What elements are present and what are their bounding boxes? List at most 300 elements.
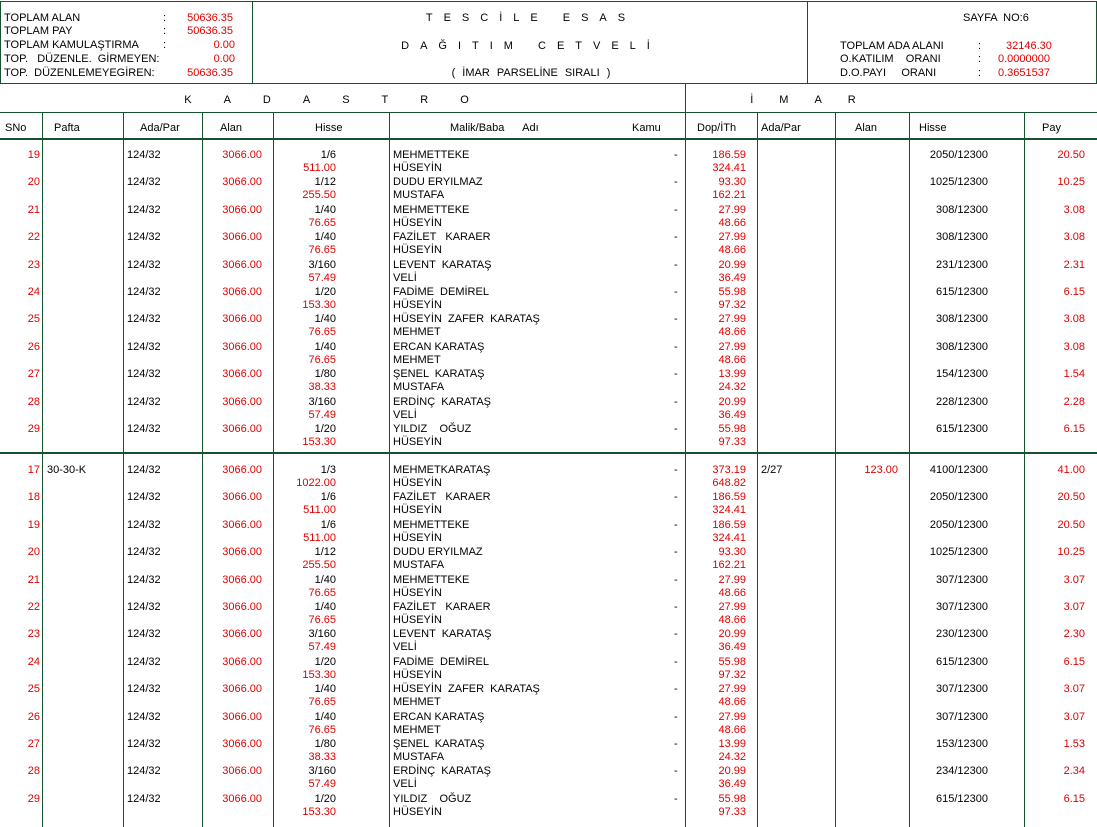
cell-hisse-alan: 76.65 — [308, 586, 336, 599]
table-row — [0, 149, 1097, 176]
cell-alan: 3066.00 — [222, 340, 262, 353]
cell-baba: MUSTAFA — [393, 189, 445, 202]
cell-malik: LEVENT KARATAŞ — [393, 258, 492, 271]
cell-dop: 27.99 — [718, 573, 746, 586]
info-colon: : — [978, 53, 982, 65]
info-label: O.KATILIM ORANI — [840, 53, 941, 65]
column-header-imar-alan: Alan — [855, 122, 878, 134]
cell-malik: LEVENT KARATAŞ — [393, 628, 492, 641]
column-header-malik: Malik/Baba Adı — [450, 122, 539, 134]
cell-alan: 3066.00 — [222, 573, 262, 586]
info-colon: : — [978, 40, 982, 52]
cell-adapar: 124/32 — [127, 149, 161, 161]
cell-kamu: - — [674, 738, 678, 750]
cell-sno: 22 — [27, 231, 40, 244]
cell-i-hisse: 308/12300 — [936, 203, 988, 216]
cell-pay: 20.50 — [1057, 518, 1085, 531]
cell-baba: HÜSEYİN — [393, 436, 442, 448]
table-row — [0, 396, 1097, 423]
table-row — [0, 656, 1097, 683]
cell-malik: MEHMETTEKE — [393, 149, 470, 161]
cell-adapar: 124/32 — [127, 573, 161, 586]
cell-i-hisse: 4100/12300 — [929, 464, 988, 476]
cell-ith: 97.33 — [718, 436, 746, 448]
cell-kamu: - — [674, 313, 678, 326]
cell-alan: 3066.00 — [222, 203, 262, 216]
cell-adapar: 124/32 — [127, 286, 161, 298]
cell-sno: 19 — [27, 149, 40, 161]
cell-i-hisse: 307/12300 — [936, 710, 988, 723]
table-row — [0, 628, 1097, 655]
cell-pay: 3.08 — [1063, 231, 1085, 244]
cell-baba: MUSTAFA — [393, 559, 445, 572]
cell-dop: 55.98 — [718, 286, 746, 298]
cell-sno: 26 — [27, 340, 40, 353]
summary-value: 50636.35 — [187, 67, 233, 79]
cell-dop: 55.98 — [718, 655, 746, 668]
cell-hisse: 1/40 — [314, 710, 336, 723]
cell-hisse-alan: 57.49 — [308, 778, 336, 791]
cell-hisse-alan: 76.65 — [308, 614, 336, 626]
cell-alan: 3066.00 — [222, 176, 262, 189]
cell-ith: 48.66 — [718, 614, 746, 626]
cell-dop: 20.99 — [718, 765, 746, 778]
cell-ith: 24.32 — [718, 381, 746, 394]
cell-adapar: 124/32 — [127, 710, 161, 723]
cell-i-hisse: 1025/12300 — [929, 176, 988, 189]
cell-pay: 6.15 — [1063, 655, 1085, 668]
table-row — [0, 286, 1097, 313]
cell-malik: ERDİNÇ KARATAŞ — [393, 395, 491, 408]
cell-adapar: 124/32 — [127, 313, 161, 326]
cell-malik: DUDU ERYILMAZ — [393, 546, 483, 559]
cell-ith: 97.33 — [718, 805, 746, 818]
column-header-pafta: Pafta — [54, 122, 80, 134]
cell-kamu: - — [674, 683, 678, 696]
column-header-kamu: Kamu — [632, 122, 661, 134]
cell-ith: 24.32 — [718, 751, 746, 763]
cell-dop: 93.30 — [718, 546, 746, 559]
cell-ith: 162.21 — [712, 189, 746, 202]
cell-dop: 13.99 — [718, 738, 746, 750]
cell-dop: 27.99 — [718, 203, 746, 216]
cell-sno: 20 — [27, 546, 40, 559]
header-bottom-rule — [0, 138, 1097, 140]
cell-sno: 27 — [27, 368, 40, 381]
cell-ith: 36.49 — [718, 271, 746, 284]
cell-malik: MEHMETTEKE — [393, 518, 470, 531]
cell-ith: 48.66 — [718, 723, 746, 736]
cell-hisse: 3/160 — [308, 765, 336, 778]
cell-i-hisse: 234/12300 — [936, 765, 988, 778]
cell-sno: 24 — [27, 655, 40, 668]
cell-hisse: 1/40 — [314, 203, 336, 216]
cell-hisse: 1/3 — [320, 464, 336, 476]
cell-alan: 3066.00 — [222, 286, 262, 298]
cell-baba: MEHMET — [393, 696, 441, 709]
summary-colon: : — [163, 12, 167, 24]
summary-value: 0.00 — [213, 39, 235, 51]
summary-label: TOPLAM ALAN — [4, 12, 81, 24]
cell-kamu: - — [674, 464, 678, 476]
cell-baba: HÜSEYİN — [393, 668, 442, 681]
cell-ith: 48.66 — [718, 353, 746, 366]
cell-hisse-alan: 76.65 — [308, 244, 336, 257]
page-number: SAYFA NO:6 — [963, 12, 1029, 24]
cell-pay: 6.15 — [1063, 286, 1085, 298]
table-row — [0, 546, 1097, 573]
cell-kamu: - — [674, 203, 678, 216]
group-separator — [0, 452, 1097, 454]
cell-dop: 186.59 — [712, 518, 746, 531]
cell-baba: HÜSEYİN — [393, 477, 442, 489]
cell-baba: HÜSEYİN — [393, 805, 442, 818]
cell-alan: 3066.00 — [222, 683, 262, 696]
column-header-alan: Alan — [220, 122, 243, 134]
cell-baba: VELİ — [393, 408, 417, 421]
info-label: TOPLAM ADA ALANI — [840, 40, 944, 52]
cell-i-hisse: 2050/12300 — [929, 149, 988, 161]
cell-ith: 36.49 — [718, 778, 746, 791]
cell-kamu: - — [674, 340, 678, 353]
info-colon: : — [978, 67, 982, 79]
cell-i-hisse: 308/12300 — [936, 231, 988, 244]
cell-sno: 29 — [27, 792, 40, 805]
cell-hisse-alan: 57.49 — [308, 408, 336, 421]
cell-i-adapar: 2/27 — [761, 464, 783, 476]
cell-sno: 20 — [27, 176, 40, 189]
cell-hisse-alan: 153.30 — [302, 805, 336, 818]
cell-kamu: - — [674, 231, 678, 244]
cell-hisse: 1/40 — [314, 683, 336, 696]
table-row — [0, 464, 1097, 491]
cell-ith: 48.66 — [718, 244, 746, 257]
cell-hisse: 1/12 — [314, 176, 336, 189]
table-row — [0, 423, 1097, 450]
cell-pay: 3.07 — [1063, 710, 1085, 723]
cell-malik: FAZİLET KARAER — [393, 491, 491, 504]
cell-malik: FAZİLET KARAER — [393, 601, 491, 613]
table-row — [0, 491, 1097, 518]
cell-adapar: 124/32 — [127, 518, 161, 531]
cell-pay: 41.00 — [1057, 464, 1085, 476]
cell-baba: VELİ — [393, 641, 417, 654]
cell-alan: 3066.00 — [222, 738, 262, 750]
cell-i-hisse: 307/12300 — [936, 683, 988, 696]
cell-malik: YILDIZ OĞUZ — [393, 792, 472, 805]
info-label: D.O.PAYI ORANI — [840, 67, 937, 79]
column-header-sno: SNo — [5, 122, 27, 134]
cell-ith: 48.66 — [718, 326, 746, 339]
cell-hisse-alan: 255.50 — [302, 559, 336, 572]
cell-pay: 2.34 — [1063, 765, 1085, 778]
cell-adapar: 124/32 — [127, 176, 161, 189]
cell-alan: 3066.00 — [222, 601, 262, 613]
summary-label: TOP. DÜZENLEMEYEGİREN: — [4, 67, 155, 79]
cell-baba: HÜSEYİN — [393, 531, 442, 544]
column-header-adapar: Ada/Par — [140, 122, 180, 134]
cell-ith: 324.41 — [712, 504, 746, 517]
cell-sno: 17 — [27, 464, 40, 476]
cell-dop: 20.99 — [718, 395, 746, 408]
cell-kamu: - — [674, 792, 678, 805]
cell-hisse: 3/160 — [308, 628, 336, 641]
cell-i-hisse: 230/12300 — [936, 628, 988, 641]
cell-i-hisse: 615/12300 — [936, 286, 988, 298]
cell-adapar: 124/32 — [127, 628, 161, 641]
column-header-dop: Dop/İTh — [697, 122, 737, 134]
cell-dop: 20.99 — [718, 628, 746, 641]
section-divider — [0, 112, 1097, 113]
column-header-hisse: Hisse — [315, 122, 343, 134]
table-row — [0, 313, 1097, 340]
sort-note: ( İMAR PARSELİNE SIRALI ) — [451, 67, 611, 79]
column-header-pay: Pay — [1042, 122, 1061, 134]
cell-hisse-alan: 76.65 — [308, 326, 336, 339]
table-row — [0, 601, 1097, 628]
table-row — [0, 519, 1097, 546]
cell-baba: HÜSEYİN — [393, 244, 442, 257]
cell-hisse: 1/20 — [314, 655, 336, 668]
cell-hisse: 1/40 — [314, 601, 336, 613]
cell-alan: 3066.00 — [222, 149, 262, 161]
cell-alan: 3066.00 — [222, 231, 262, 244]
cell-alan: 3066.00 — [222, 368, 262, 381]
cell-malik: MEHMETTEKE — [393, 203, 470, 216]
cell-alan: 3066.00 — [222, 792, 262, 805]
cell-baba: HÜSEYİN — [393, 162, 442, 174]
cell-i-hisse: 228/12300 — [936, 395, 988, 408]
cell-adapar: 124/32 — [127, 683, 161, 696]
table-row — [0, 259, 1097, 286]
section-kadastro: KADASTRO — [184, 94, 501, 106]
table-row — [0, 368, 1097, 395]
cell-pay: 2.30 — [1063, 628, 1085, 641]
cell-adapar: 124/32 — [127, 765, 161, 778]
cell-sno: 23 — [27, 628, 40, 641]
cell-i-hisse: 615/12300 — [936, 792, 988, 805]
table-row — [0, 341, 1097, 368]
cell-hisse-alan: 511.00 — [303, 531, 336, 544]
cell-i-hisse: 615/12300 — [936, 655, 988, 668]
cell-pay: 1.54 — [1063, 368, 1085, 381]
cell-malik: ERDİNÇ KARATAŞ — [393, 765, 491, 778]
cell-kamu: - — [674, 628, 678, 641]
cell-pay: 3.08 — [1063, 340, 1085, 353]
table-row — [0, 176, 1097, 203]
cell-i-hisse: 308/12300 — [936, 313, 988, 326]
cell-alan: 3066.00 — [222, 464, 262, 476]
cell-malik: HÜSEYİN ZAFER KARATAŞ — [393, 313, 540, 326]
cell-sno: 21 — [27, 573, 40, 586]
cell-kamu: - — [674, 423, 678, 435]
cell-pay: 6.15 — [1063, 792, 1085, 805]
cell-i-hisse: 231/12300 — [936, 258, 988, 271]
cell-hisse-alan: 511.00 — [303, 504, 336, 517]
cell-adapar: 124/32 — [127, 368, 161, 381]
cell-dop: 27.99 — [718, 340, 746, 353]
cell-dop: 373.19 — [712, 464, 746, 476]
cell-adapar: 124/32 — [127, 655, 161, 668]
cell-hisse: 1/6 — [320, 149, 336, 161]
cell-kamu: - — [674, 518, 678, 531]
cell-i-hisse: 308/12300 — [936, 340, 988, 353]
info-value: 0.0000000 — [998, 53, 1050, 65]
cell-baba: HÜSEYİN — [393, 586, 442, 599]
cell-baba: HÜSEYİN — [393, 216, 442, 229]
cell-hisse: 1/20 — [314, 792, 336, 805]
table-row — [0, 711, 1097, 738]
summary-colon: : — [163, 25, 167, 37]
cell-hisse: 1/20 — [314, 423, 336, 435]
cell-alan: 3066.00 — [222, 518, 262, 531]
summary-value: 0.00 — [213, 53, 235, 65]
cell-dop: 13.99 — [718, 368, 746, 381]
cell-hisse: 1/20 — [314, 286, 336, 298]
cell-dop: 27.99 — [718, 313, 746, 326]
cell-sno: 23 — [27, 258, 40, 271]
cell-pay: 3.07 — [1063, 601, 1085, 613]
cell-hisse-alan: 76.65 — [308, 723, 336, 736]
cell-ith: 324.41 — [712, 162, 746, 174]
cell-alan: 3066.00 — [222, 491, 262, 504]
cell-kamu: - — [674, 368, 678, 381]
cell-dop: 55.98 — [718, 792, 746, 805]
cell-pafta: 30-30-K — [47, 464, 87, 476]
cell-sno: 18 — [27, 491, 40, 504]
cell-hisse-alan: 153.30 — [302, 436, 336, 448]
cell-hisse-alan: 511.00 — [303, 162, 336, 174]
cell-sno: 24 — [27, 286, 40, 298]
cell-malik: ŞENEL KARATAŞ — [393, 368, 485, 381]
cell-alan: 3066.00 — [222, 258, 262, 271]
cell-pay: 20.50 — [1057, 149, 1085, 161]
cell-alan: 3066.00 — [222, 395, 262, 408]
cell-kamu: - — [674, 286, 678, 298]
cell-sno: 27 — [27, 738, 40, 750]
summary-label: TOPLAM KAMULAŞTIRMA — [4, 39, 139, 51]
cell-ith: 36.49 — [718, 641, 746, 654]
cell-baba: MUSTAFA — [393, 751, 445, 763]
cell-alan: 3066.00 — [222, 765, 262, 778]
cell-kamu: - — [674, 765, 678, 778]
cell-sno: 22 — [27, 601, 40, 613]
cell-hisse-alan: 57.49 — [308, 271, 336, 284]
table-row — [0, 738, 1097, 765]
cell-i-hisse: 153/12300 — [936, 738, 988, 750]
cell-hisse-alan: 76.65 — [308, 216, 336, 229]
table-row — [0, 574, 1097, 601]
cell-baba: MEHMET — [393, 723, 441, 736]
cell-pay: 2.31 — [1063, 258, 1085, 271]
cell-adapar: 124/32 — [127, 601, 161, 613]
cell-hisse: 1/40 — [314, 573, 336, 586]
cell-adapar: 124/32 — [127, 340, 161, 353]
cell-kamu: - — [674, 601, 678, 613]
cell-dop: 27.99 — [718, 710, 746, 723]
cell-ith: 648.82 — [712, 477, 746, 489]
cell-pay: 6.15 — [1063, 423, 1085, 435]
cell-malik: MEHMETTEKE — [393, 573, 470, 586]
cell-malik: HÜSEYİN ZAFER KARATAŞ — [393, 683, 540, 696]
summary-colon: : — [163, 39, 167, 51]
document-title: TESCİLE ESAS — [425, 12, 637, 24]
cell-hisse: 1/12 — [314, 546, 336, 559]
cell-kamu: - — [674, 655, 678, 668]
cell-hisse: 1/6 — [320, 491, 336, 504]
cell-alan: 3066.00 — [222, 423, 262, 435]
cell-i-hisse: 2050/12300 — [929, 518, 988, 531]
cell-hisse: 1/40 — [314, 340, 336, 353]
cell-kamu: - — [674, 395, 678, 408]
cell-hisse-alan: 1022.00 — [296, 477, 336, 489]
cell-adapar: 124/32 — [127, 258, 161, 271]
cell-malik: YILDIZ OĞUZ — [393, 423, 472, 435]
cell-adapar: 124/32 — [127, 423, 161, 435]
cell-malik: FADİME DEMİREL — [393, 655, 489, 668]
cell-dop: 93.30 — [718, 176, 746, 189]
cell-alan: 3066.00 — [222, 546, 262, 559]
cell-hisse-alan: 76.65 — [308, 696, 336, 709]
cell-sno: 26 — [27, 710, 40, 723]
cell-dop: 20.99 — [718, 258, 746, 271]
cell-alan: 3066.00 — [222, 655, 262, 668]
cell-pay: 3.08 — [1063, 313, 1085, 326]
cell-pay: 3.07 — [1063, 573, 1085, 586]
cell-malik: DUDU ERYILMAZ — [393, 176, 483, 189]
cell-hisse-alan: 38.33 — [308, 381, 336, 394]
cell-sno: 19 — [27, 518, 40, 531]
cell-adapar: 124/32 — [127, 546, 161, 559]
cell-dop: 27.99 — [718, 683, 746, 696]
cell-hisse: 3/160 — [308, 395, 336, 408]
cell-pay: 1.53 — [1063, 738, 1085, 750]
cell-sno: 21 — [27, 203, 40, 216]
cell-ith: 48.66 — [718, 696, 746, 709]
cell-i-hisse: 307/12300 — [936, 601, 988, 613]
cell-malik: ERCAN KARATAŞ — [393, 340, 485, 353]
table-row — [0, 204, 1097, 231]
cell-adapar: 124/32 — [127, 231, 161, 244]
table-row — [0, 683, 1097, 710]
cell-baba: MEHMET — [393, 326, 441, 339]
cell-i-alan: 123.00 — [864, 464, 898, 476]
cell-hisse-alan: 38.33 — [308, 751, 336, 763]
cell-ith: 97.32 — [718, 299, 746, 311]
cell-kamu: - — [674, 546, 678, 559]
cell-i-hisse: 307/12300 — [936, 573, 988, 586]
cell-pay: 10.25 — [1057, 546, 1085, 559]
cell-i-hisse: 2050/12300 — [929, 491, 988, 504]
cell-dop: 27.99 — [718, 231, 746, 244]
cell-dop: 55.98 — [718, 423, 746, 435]
cell-alan: 3066.00 — [222, 313, 262, 326]
cell-i-hisse: 154/12300 — [936, 368, 988, 381]
cell-baba: HÜSEYİN — [393, 504, 442, 517]
cell-baba: HÜSEYİN — [393, 614, 442, 626]
cell-i-hisse: 615/12300 — [936, 423, 988, 435]
cell-hisse-alan: 57.49 — [308, 641, 336, 654]
info-value: 0.3651537 — [998, 67, 1050, 79]
cell-ith: 36.49 — [718, 408, 746, 421]
cell-kamu: - — [674, 573, 678, 586]
table-row — [0, 793, 1097, 820]
cell-ith: 324.41 — [712, 531, 746, 544]
cell-sno: 29 — [27, 423, 40, 435]
cell-hisse-alan: 153.30 — [302, 668, 336, 681]
cell-pay: 3.07 — [1063, 683, 1085, 696]
cell-sno: 25 — [27, 683, 40, 696]
